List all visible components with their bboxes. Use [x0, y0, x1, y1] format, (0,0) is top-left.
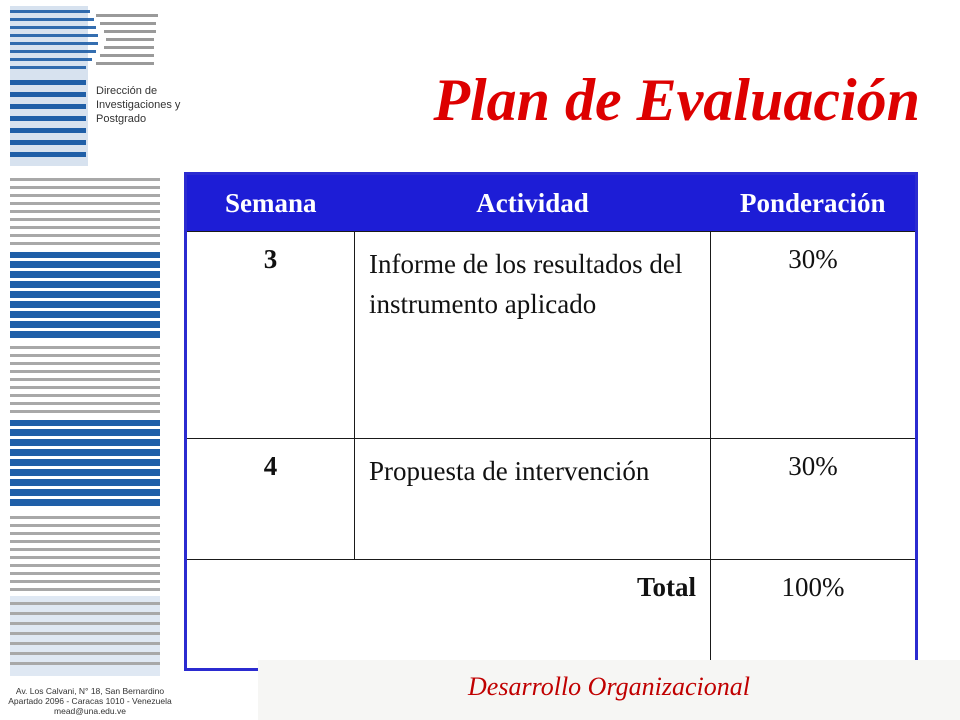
evaluation-table: [184, 172, 918, 671]
week-cell: 3: [186, 232, 355, 439]
page-title: Plan de Evaluación: [433, 67, 920, 133]
column-header-weight: Ponderación: [711, 174, 917, 232]
table-header-row: [186, 174, 917, 232]
footer-text: Desarrollo Organizacional: [468, 672, 750, 701]
org-name-line: Investigaciones y: [96, 99, 181, 111]
activity-cell: Informe de los resultados del instrumento aplicado: [355, 232, 711, 439]
table-total-row: [186, 560, 917, 670]
address-line: Av. Los Calvani, N° 18, San Bernardino: [15, 686, 165, 696]
week-cell: 4: [186, 439, 355, 560]
sidebar-logo-strip: [0, 0, 181, 720]
column-header-activity: Actividad: [355, 174, 711, 232]
org-name-line: Postgrado: [96, 113, 147, 125]
org-name-line: Dirección de: [96, 85, 158, 97]
table-row: [186, 232, 917, 439]
table-row: [186, 439, 917, 560]
weight-cell: 30%: [711, 232, 917, 439]
total-label: Total: [186, 560, 711, 670]
activity-cell: Propuesta de intervención: [355, 439, 711, 560]
address-line: mead@una.edu.ve: [54, 706, 126, 716]
weight-cell: 30%: [711, 439, 917, 560]
column-header-week: Semana: [186, 174, 355, 232]
address-line: Apartado 2096 - Caracas 1010 - Venezuela: [8, 696, 172, 706]
total-value: 100%: [711, 560, 917, 670]
